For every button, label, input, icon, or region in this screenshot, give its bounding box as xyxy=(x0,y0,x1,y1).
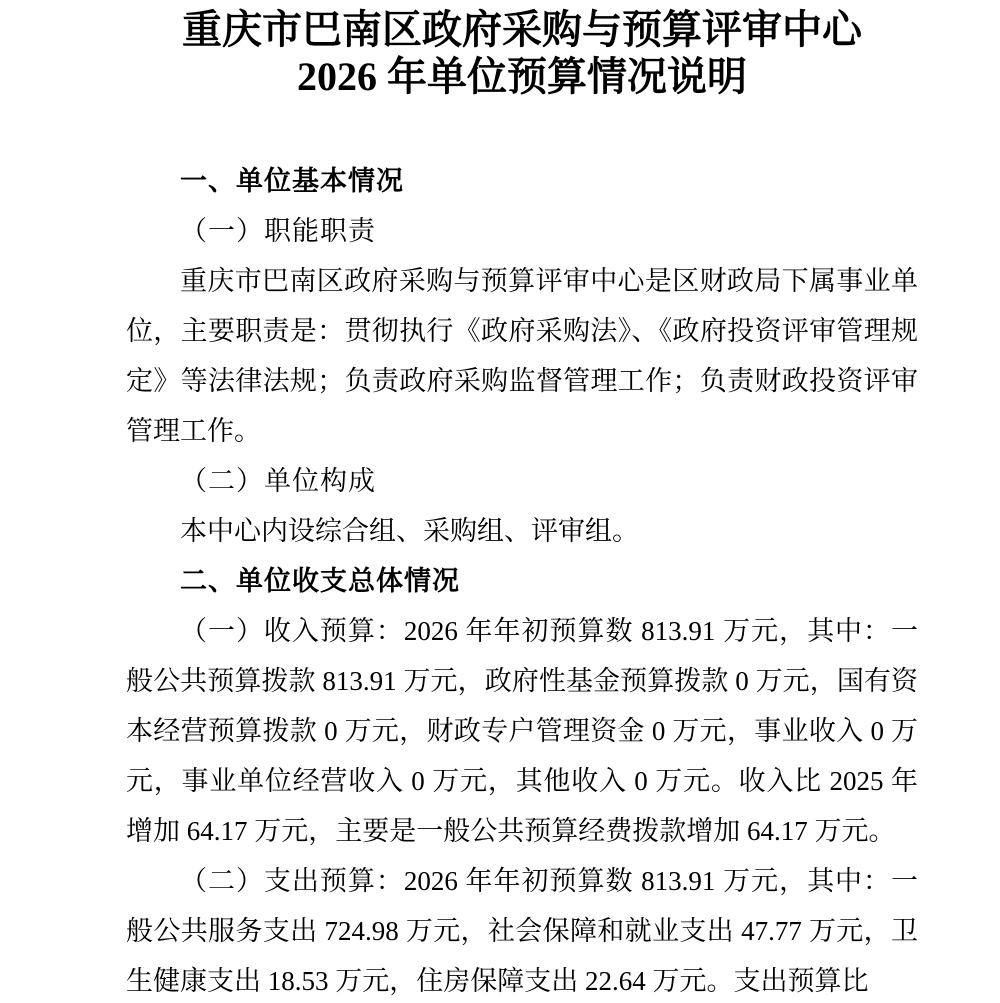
document-title xyxy=(126,0,918,100)
document-title-line-2: 2026 年单位预算情况说明 xyxy=(297,54,747,99)
section-heading-basic-info: 一、单位基本情况 xyxy=(180,166,404,196)
section-heading-revenue-expenditure: 二、单位收支总体情况 xyxy=(180,566,460,596)
paragraph-revenue-budget: （一）收入预算：2026 年年初预算数 813.91 万元，其中：一般公共预算拨款 813.91 万元，政府性基金预算拨款 0 万元，国有资本经营预算拨款 0 万元，财政专户管理资金 0 万元，事业收入 0 万元，事业单位经营收入 0 万元，其他收入 0 万元。收入比 2025 年增加 64.17 万元，主要是一般公共预算经费拨款增加 64.17 万元。 xyxy=(126,616,918,846)
paragraph-duties: 重庆市巴南区政府采购与预算评审中心是区财政局下属事业单位，主要职责是：贯彻执行《政府采购法》、《政府投资评审管理规定》等法律法规；负责政府采购监督管理工作；负责财政投资评审管理工作。 xyxy=(126,266,918,446)
subsection-heading-composition: （二）单位构成 xyxy=(180,466,376,496)
document-title-line-1: 重庆市巴南区政府采购与预算评审中心 xyxy=(182,7,862,52)
paragraph-expenditure-budget: （二）支出预算：2026 年年初预算数 813.91 万元，其中：一般公共服务支出 724.98 万元，社会保障和就业支出 47.77 万元，卫生健康支出 18.53 万元，住房保障支出 22.64 万元。支出预算比 xyxy=(126,866,918,996)
document-body xyxy=(126,156,918,1003)
subsection-heading-duties: （一）职能职责 xyxy=(180,216,376,246)
paragraph-composition: 本中心内设综合组、采购组、评审组。 xyxy=(180,516,639,546)
